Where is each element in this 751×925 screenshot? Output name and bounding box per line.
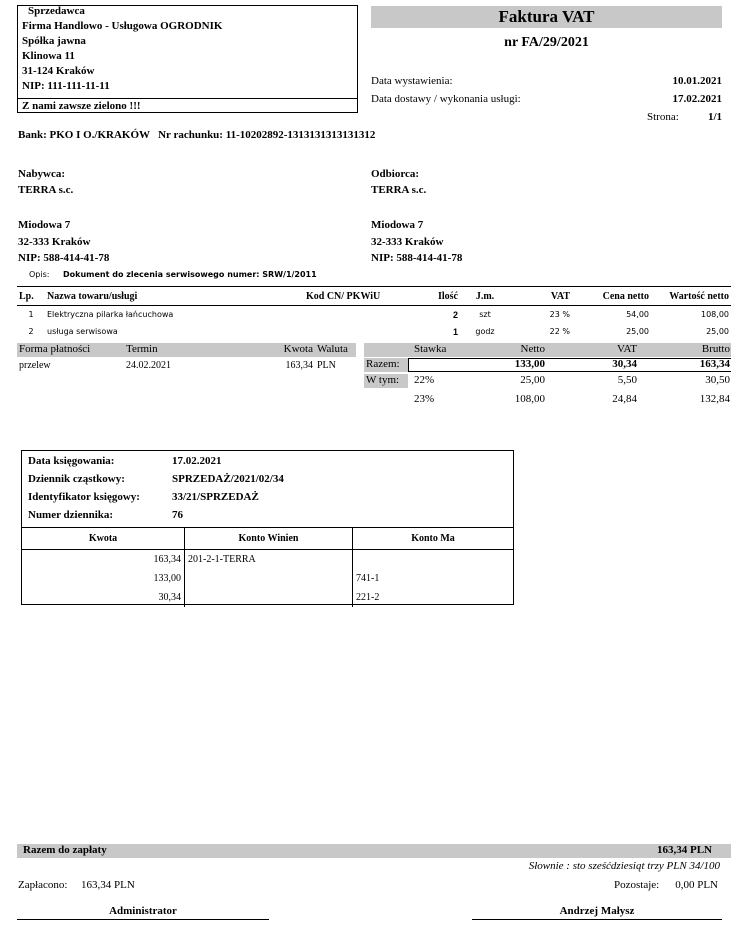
- item-code: [304, 323, 408, 340]
- ledger-col-credit: Konto Ma: [353, 528, 514, 550]
- ledger-credit: 221-2: [353, 588, 514, 607]
- seller-nip: NIP: 111-111-11-11: [22, 80, 110, 92]
- vat-col-gross: Brutto: [701, 343, 730, 355]
- ledger-label: Identyfikator księgowy:: [28, 491, 140, 503]
- ledger-value: SPRZEDAŻ/2021/02/34: [172, 473, 284, 485]
- ledger-col-debit: Konto Winien: [185, 528, 353, 550]
- buyer-city: 32-333 Kraków: [18, 236, 91, 248]
- ledger-credit: [353, 550, 514, 570]
- issue-date: 10.01.2021: [672, 75, 722, 87]
- items-col-code: Kod CN/ PKWiU: [304, 287, 408, 306]
- vat-col-net: Netto: [520, 343, 545, 355]
- remaining-amount: 0,00 PLN: [675, 879, 718, 891]
- item-unit: godz: [475, 327, 495, 336]
- payment-col-method: Forma płatności: [19, 343, 91, 355]
- item-lp: 1: [28, 310, 34, 319]
- payment-currency: PLN: [317, 360, 336, 371]
- vat-net: 25,00: [520, 374, 545, 386]
- item-price: 54,00: [626, 310, 649, 319]
- item-name: usługa serwisowa: [47, 327, 118, 336]
- delivery-date: 17.02.2021: [672, 93, 722, 105]
- ledger-table: [22, 527, 513, 607]
- ledger-label: Dziennik cząstkowy:: [28, 473, 125, 485]
- seller-header: Sprzedawca: [28, 5, 85, 17]
- description-text: Dokument do zlecenia serwisowego numer: SRW/1/2011: [63, 270, 317, 279]
- ledger-header-row: [22, 528, 513, 550]
- ledger-col-amount: Kwota: [22, 528, 185, 550]
- vat-col-vat: VAT: [617, 343, 637, 355]
- to-pay-label: Razem do zapłaty: [23, 844, 107, 856]
- paid-label: Zapłacono:: [18, 879, 68, 891]
- payment-method: przelew: [19, 360, 51, 371]
- payment-col-due: Termin: [126, 343, 158, 355]
- vat-vat: 5,50: [617, 374, 637, 386]
- table-row: [22, 588, 513, 607]
- ledger-amount: 163,34: [153, 554, 181, 565]
- signature-line-left: [17, 919, 269, 920]
- ledger-debit: 201-2-1-TERRA: [185, 550, 353, 570]
- ledger-label: Numer dziennika:: [28, 509, 114, 521]
- to-pay-amount: 163,34 PLN: [657, 844, 712, 856]
- payment-due: 24.02.2021: [126, 360, 171, 371]
- item-vat: 22 %: [549, 327, 570, 336]
- items-col-lp: Lp.: [17, 287, 45, 306]
- ledger-label: Data księgowania:: [28, 455, 115, 467]
- item-lp: 2: [28, 327, 34, 336]
- items-header-row: [17, 287, 731, 306]
- buyer-nip: NIP: 588-414-41-78: [18, 252, 110, 264]
- signature-left: Administrator: [109, 905, 177, 917]
- invoice-number: nr FA/29/2021: [504, 35, 589, 50]
- item-unit: szt: [479, 310, 491, 319]
- items-col-unit: J.m.: [460, 287, 510, 306]
- seller-slogan: Z nami zawsze zielono !!!: [22, 100, 141, 112]
- issue-date-label: Data wystawienia:: [371, 75, 453, 87]
- vat-vat: 24,84: [612, 393, 637, 405]
- signature-right: Andrzej Małysz: [559, 905, 635, 917]
- vat-gross: 132,84: [699, 393, 730, 405]
- items-col-name: Nazwa towaru/usługi: [45, 287, 304, 306]
- vat-total-label: Razem:: [366, 358, 400, 370]
- ledger-debit: [185, 569, 353, 588]
- page-value: 1/1: [707, 111, 722, 123]
- recipient-label: Odbiorca:: [371, 168, 420, 180]
- paid-amount: 163,34 PLN: [81, 879, 135, 891]
- table-row: [17, 323, 731, 340]
- ledger-amount: 30,34: [158, 592, 181, 603]
- item-code: [304, 306, 408, 324]
- vat-col-rate: Stawka: [414, 343, 447, 355]
- items-col-value: Wartość netto: [651, 287, 731, 306]
- vat-total-gross: 163,34: [699, 358, 730, 370]
- ledger-box: [21, 450, 514, 605]
- vat-total-net: 133,00: [514, 358, 545, 370]
- vat-gross: 30,50: [705, 374, 730, 386]
- buyer-label: Nabywca:: [18, 168, 66, 180]
- items-table: [17, 286, 731, 340]
- item-qty: 1: [452, 326, 458, 337]
- ledger-amount: 133,00: [153, 573, 181, 584]
- item-name: Elektryczna pilarka łańcuchowa: [47, 310, 174, 319]
- table-row: [17, 306, 731, 324]
- seller-divider: [18, 98, 357, 99]
- recipient-nip: NIP: 588-414-41-78: [371, 252, 463, 264]
- seller-street: Klinowa 11: [22, 50, 75, 62]
- item-value: 108,00: [701, 310, 729, 319]
- recipient-name: TERRA s.c.: [371, 184, 427, 196]
- item-value: 25,00: [706, 327, 729, 336]
- items-col-qty: Ilość: [408, 287, 460, 306]
- table-row: [22, 569, 513, 588]
- seller-name: Firma Handlowo - Usługowa OGRODNIK: [22, 20, 223, 32]
- signature-line-right: [472, 919, 722, 920]
- vat-rate: 23%: [414, 393, 435, 405]
- payment-col-amount: Kwota: [283, 343, 313, 355]
- recipient-city: 32-333 Kraków: [371, 236, 444, 248]
- item-qty: 2: [452, 309, 458, 320]
- ledger-value: 17.02.2021: [172, 455, 222, 467]
- invoice-title-bar: [371, 6, 722, 28]
- amount-in-words: Słownie : sto sześćdziesiąt trzy PLN 34/100: [528, 860, 720, 872]
- seller-box: [17, 5, 358, 113]
- payment-col-currency: Waluta: [317, 343, 348, 355]
- delivery-date-label: Data dostawy / wykonania usługi:: [371, 93, 521, 105]
- payment-amount: 163,34: [285, 360, 313, 371]
- vat-total-vat: 30,34: [612, 358, 637, 370]
- seller-city: 31-124 Kraków: [22, 65, 95, 77]
- buyer-name: TERRA s.c.: [18, 184, 74, 196]
- ledger-value: 33/21/SPRZEDAŻ: [172, 491, 259, 503]
- seller-legal-form: Spółka jawna: [22, 35, 86, 47]
- vat-rate: 22%: [414, 374, 435, 386]
- vat-incl-label: W tym:: [366, 374, 400, 386]
- description-label: Opis:: [29, 270, 50, 279]
- items-col-vat: VAT: [510, 287, 572, 306]
- ledger-value: 76: [172, 509, 183, 521]
- ledger-credit: 741-1: [353, 569, 514, 588]
- page-label: Strona:: [647, 111, 679, 123]
- invoice-title: Faktura VAT: [498, 7, 595, 26]
- item-vat: 23 %: [549, 310, 570, 319]
- table-row: [22, 550, 513, 570]
- recipient-street: Miodowa 7: [371, 219, 424, 231]
- bank-account: Bank: PKO I O./KRAKÓW Nr rachunku: 11-10202892-1313131313131312: [18, 129, 376, 141]
- buyer-street: Miodowa 7: [18, 219, 71, 231]
- remaining-label: Pozostaje:: [614, 879, 660, 891]
- vat-net: 108,00: [514, 393, 545, 405]
- item-price: 25,00: [626, 327, 649, 336]
- items-col-price: Cena netto: [572, 287, 651, 306]
- ledger-debit: [185, 588, 353, 607]
